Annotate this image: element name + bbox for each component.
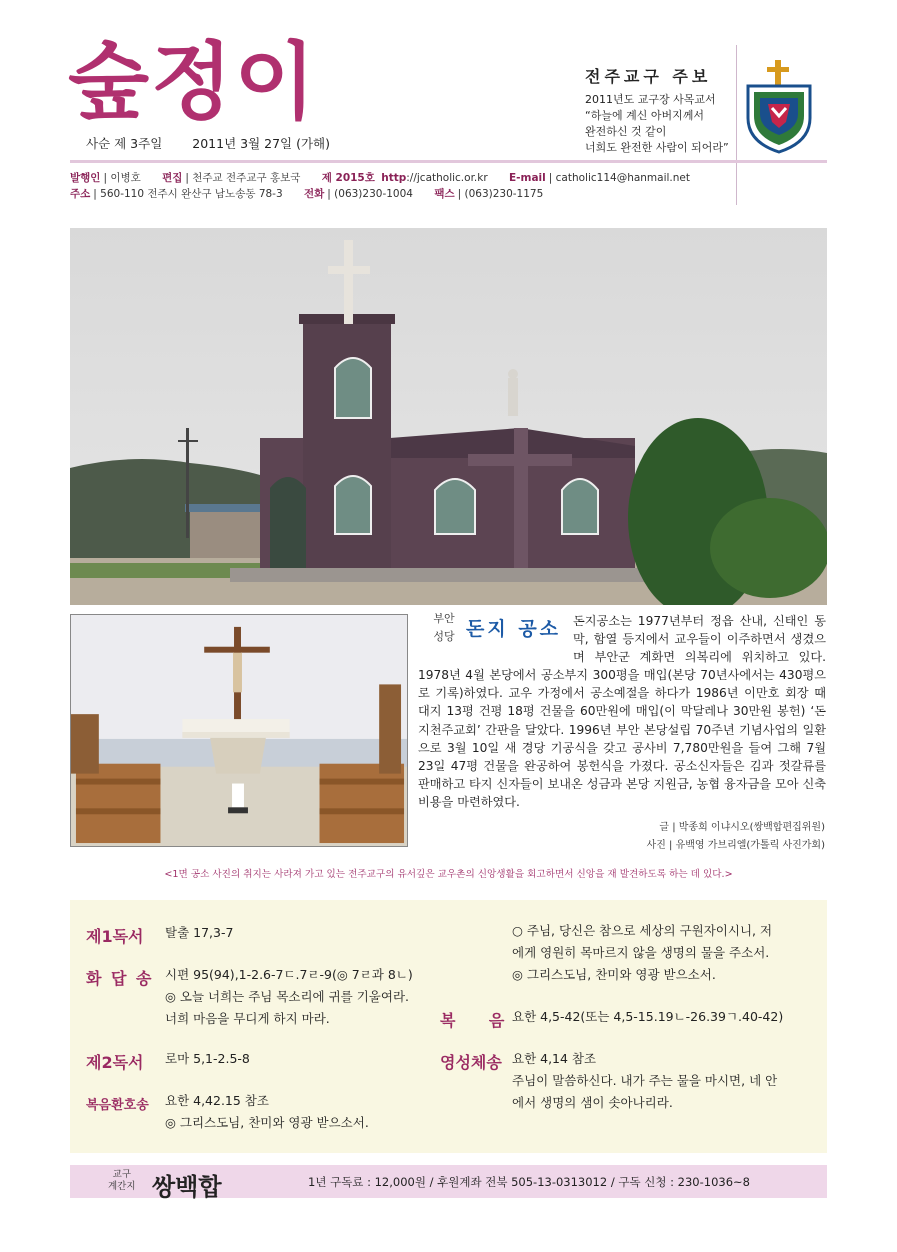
publisher-label: 발행인: [70, 172, 101, 184]
motto-line: “하늘에 계신 아버지께서: [585, 109, 704, 122]
photo-purpose-caption: <1면 공소 사진의 취지는 사라져 가고 있는 전주교구의 유서깊은 교우촌의 신앙생활을 회고하면서 신앙을 재 발견하도록 하는 데 있다.>: [164, 869, 733, 880]
mass-readings-box: [70, 900, 827, 1153]
article-text: [418, 612, 826, 811]
alleluia-response: ◎ 그리스도님, 찬미와 영광 받으소서.: [165, 1115, 369, 1130]
editor-label: 편집: [162, 172, 183, 184]
issue-week: 사순 제 3주일: [86, 136, 163, 151]
editor-value: | 천주교 전주교구 홍보국: [185, 172, 301, 184]
alleluia-verse-line: 에게 영원히 목마르지 않을 생명의 물을 주소서.: [512, 945, 770, 960]
psalm-block: [165, 964, 413, 1030]
contact-info: [70, 186, 543, 201]
magazine-logo: 쌍백합: [152, 1172, 222, 1201]
communion-label: 영성체송: [440, 1053, 502, 1072]
header-divider: [70, 160, 827, 163]
article-body: 돈지공소는 1977년부터 정읍 산내, 신태인 동막, 함열 등지에서 교우들이 이주하면서 생겼으며 부안군 계화면 의복리에 위치하고 있다. 1978년 4월 본당에서 공소부지 300평을 매입(본당 70년사에서는 430평으로 기록)하였다. 교우 가정에서 공소예절을 하다가 1986년 이만호 회장 때 대지 13평 건평 18평 건물을 60만원에 매입(이 막달레나 30만원 봉헌) ‘돈지천주교회’ 간판을 달았다. 1996년 부안 본당설립 70주년 기념사업의 일환으로 3월 10일 새 경당 기공식을 갖고 공사비 7,780만원을 들여 그해 7월 23일 47평 건물을 완공하여 봉헌식을 가졌다. 공소신자들은 김과 젓갈류를 판매하고 타지 신자들이 보내온 성금과 본당 지원금, 농협 융자금을 모아 신축비용을 마련하였다.: [418, 614, 826, 809]
parish-line: 부안: [433, 612, 455, 625]
chapel-interior-photo: [70, 614, 408, 847]
alleluia-label: 복음환호송: [86, 1098, 149, 1113]
email-label: E-mail: [509, 172, 546, 184]
email-link[interactable]: | catholic114@hanmail.net: [548, 172, 691, 184]
writer-credit: 글 | 박종희 이냐시오(쌍백합편집위원): [659, 822, 825, 833]
communion-ref: 요한 4,14 참조: [512, 1051, 597, 1066]
first-reading-ref: 탈출 17,3-7: [165, 925, 234, 940]
gospel-label: 복 음: [440, 1011, 505, 1030]
motto-line: 완전하신 것 같이: [585, 125, 667, 138]
address-label: 주소: [70, 188, 91, 200]
subscription-info: 1년 구독료 : 12,000원 / 후원계좌 전북 505-13-0313012 / 구독 신청 : 230-1036~8: [308, 1175, 750, 1189]
phone-label: 전화: [304, 188, 325, 200]
parish-line: 성당: [433, 630, 455, 643]
photographer-credit: 사진 | 유백영 가브리엘(가톨릭 사진가회): [646, 840, 825, 851]
header-divider-vertical: [736, 45, 737, 205]
publisher-info: [70, 170, 690, 185]
psalm-ref: 시편 95(94),1-2.6-7ㄷ.7ㄹ-9(◎ 7ㄹ과 8ㄴ): [165, 967, 413, 982]
fax-value: | (063)230-1175: [457, 188, 544, 200]
issue-info: [86, 134, 356, 152]
church-exterior-photo: [70, 228, 827, 605]
psalm-response-cont: 너희 마음을 무디게 하지 마라.: [165, 1011, 330, 1026]
psalm-response: ◎ 오늘 너희는 주님 목소리에 귀를 기울여라.: [165, 989, 409, 1004]
second-reading-label: 제2독서: [86, 1053, 144, 1072]
communion-line: 주님이 말씀하신다. 내가 주는 물을 마시면, 네 안: [512, 1073, 778, 1088]
alleluia-ref: 요한 4,42.15 참조: [165, 1093, 269, 1108]
communion-block: [512, 1048, 777, 1114]
url-label: http: [381, 172, 407, 184]
subscription-footer: [70, 1165, 827, 1201]
magazine-type-line: 계간지: [108, 1181, 136, 1192]
magazine-type-line: 교구: [112, 1169, 131, 1180]
parish-name: [424, 610, 464, 646]
newsletter-logo: 숲정이: [68, 32, 318, 131]
second-reading-ref: 로마 5,1-2.5-8: [165, 1051, 250, 1066]
diocese-crest-icon: [742, 58, 816, 154]
issue-number: 제 2015호: [321, 172, 375, 184]
gospel-ref: 요한 4,5-42(또는 4,5-15.19ㄴ-26.39ㄱ.40-42): [512, 1009, 784, 1024]
alleluia-block: [165, 1090, 369, 1134]
pastoral-motto: [585, 92, 729, 156]
issue-date: 2011년 3월 27일 (가해): [192, 136, 330, 151]
alleluia-verse-line: ◎ 그리스도님, 찬미와 영광 받으소서.: [512, 967, 716, 982]
motto-line: 2011년도 교구장 사목교서: [585, 93, 716, 106]
publisher-value: | 이병호: [103, 172, 141, 184]
magazine-type: [108, 1169, 136, 1193]
psalm-label: 화 답 송: [86, 969, 154, 988]
phone-value: | (063)230-1004: [327, 188, 413, 200]
mission-station-title: 돈지 공소: [466, 618, 562, 640]
address-value: | 560-110 전주시 완산구 남노송동 78-3: [93, 188, 283, 200]
motto-line: 너희도 완전한 사람이 되어라”: [585, 141, 729, 154]
first-reading-label: 제1독서: [86, 927, 144, 946]
publication-title: 전주교구 주보: [585, 67, 712, 86]
alleluia-verse-line: ○ 주님, 당신은 참으로 세상의 구원자이시니, 저: [512, 923, 773, 938]
fax-label: 팩스: [434, 188, 455, 200]
communion-line: 에서 생명의 샘이 솟아나리라.: [512, 1095, 673, 1110]
alleluia-verse: [512, 920, 772, 986]
website-link[interactable]: ://jcatholic.or.kr: [406, 172, 488, 184]
